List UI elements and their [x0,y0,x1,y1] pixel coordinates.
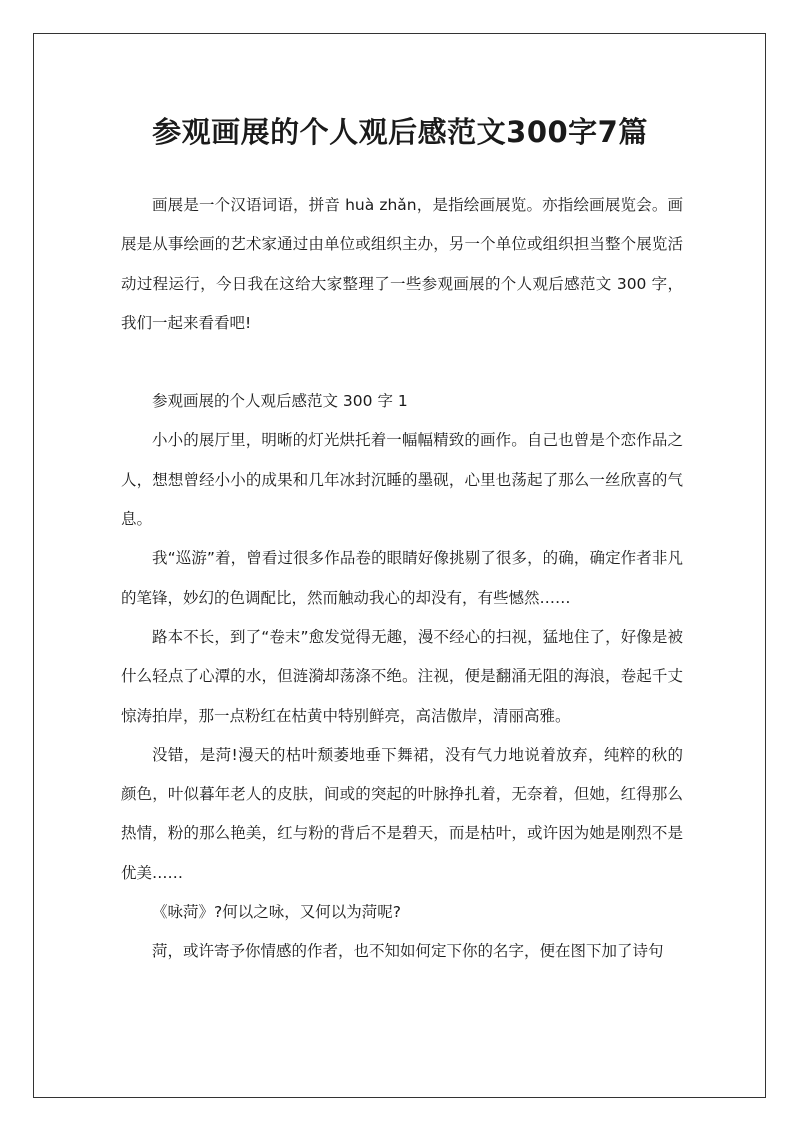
document-title: 参观画展的个人观后感范文300字7篇 [152,115,648,149]
body-paragraph: 没错，是菏!漫天的枯叶颓萎地垂下舞裙，没有气力地说着放弃，纯粹的秋的颜色，叶似暮年老人的皮肤，间或的突起的叶脉挣扎着，无奈着，但她，红得那么热情，粉的那么艳美，红与粉的背后不是碧天，而是枯叶，或许因为她是刚烈不是优美…… [121,745,683,882]
body-paragraph: 菏，或许寄予你情感的作者，也不知如何定下你的名字，便在图下加了诗句 [152,942,664,961]
body-paragraph: 我“巡游”着，曾看过很多作品卷的眼睛好像挑剔了很多，的确，确定作者非凡的笔锋，妙幻的色调配比，然而触动我心的却没有，有些憾然…… [121,549,683,607]
body-paragraph: 路本不长，到了“卷末”愈发觉得无趣，漫不经心的扫视，猛地住了，好像是被什么轻点了心潭的水，但涟漪却荡涤不绝。注视，便是翻涌无阻的海浪，卷起千丈惊涛拍岸，那一点粉红在枯黄中特别鲜亮，高洁傲岸，清丽高雅。 [121,627,683,725]
section-heading: 参观画展的个人观后感范文 300 字 1 [152,392,408,411]
intro-paragraph: 画展是一个汉语词语，拼音 huà zhǎn，是指绘画展览。亦指绘画展览会。画展是从事绘画的艺术家通过由单位或组织主办，另一个单位或组织担当整个展览活动过程运行，今日我在这给大家整理了一些参观画展的个人观后感范文 300 字，我们一起来看看吧! [121,196,683,332]
body-paragraph: 小小的展厅里，明晰的灯光烘托着一幅幅精致的画作。自己也曾是个恋作品之人，想想曾经小小的成果和几年冰封沉睡的墨砚，心里也荡起了那么一丝欣喜的气息。 [121,431,683,529]
document-body [121,186,683,972]
body-paragraph: 《咏菏》?何以之咏，又何以为菏呢? [152,903,401,922]
